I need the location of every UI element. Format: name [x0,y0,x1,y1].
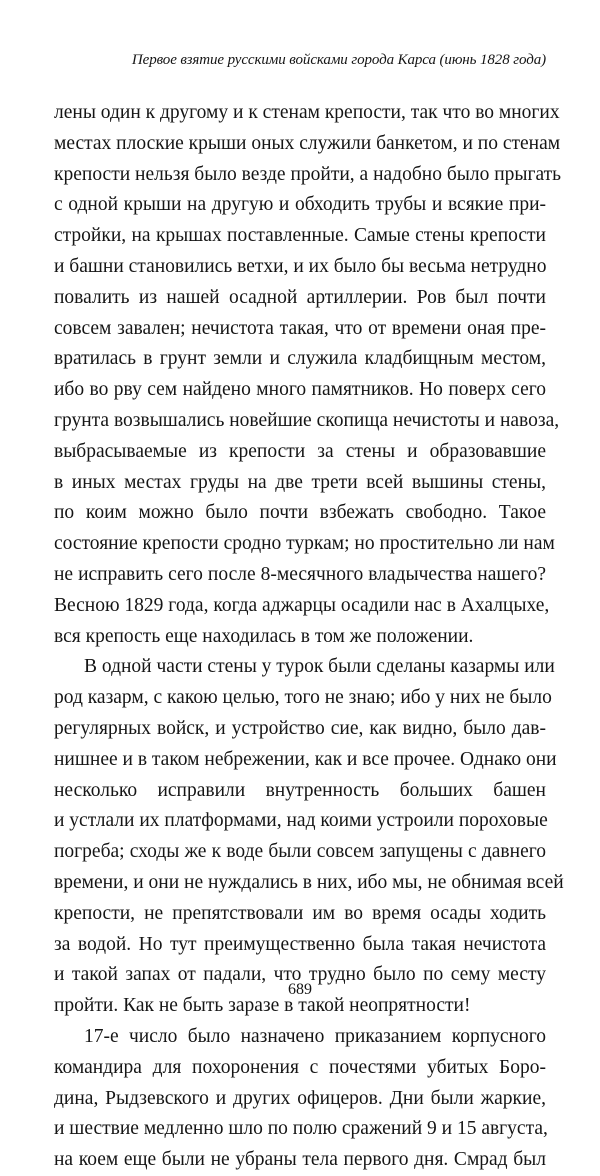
text-line: стройки, на крышах поставленные. Самые стены крепости [54,225,546,247]
page-number: 689 [288,981,312,998]
text-line: и устлали их платформами, над коими устроили пороховые [54,810,548,832]
text-line: Весною 1829 года, когда аджарцы осадили нас в Ахалцыхе, [54,594,550,616]
text-line: совсем завален; нечистота такая, что от времени оная пре- [54,317,546,339]
text-line: на коем еще были не убраны тела первого дня. Смрад был [54,1149,546,1171]
text-line: нишнее и в таком небрежении, как и все прочее. Однако они [54,748,557,770]
text-line: и шествие медленно шло по полю сражений 9 и 15 августа, [54,1118,548,1140]
text-line: с одной крыши на другую и обходить трубы и всякие при- [54,194,546,216]
body-text [54,98,564,1176]
text-line: ибо во рву сем найдено много памятников. Но поверх сего [54,379,546,401]
running-header: Первое взятие русскими войсками города Карса (июнь 1828 года) [131,52,546,68]
paragraph-start-line: В одной части стены у турок были сделаны казармы или [84,656,555,678]
text-line: в иных местах груды на две трети всей вышины стены, [54,471,546,493]
text-line: не исправить сего после 8-месячного владычества нашего? [54,563,546,585]
text-line: крепости нельзя было везде пройти, а надобно было прыгать [54,163,562,185]
text-line: выбрасываемые из крепости за стены и образовавшие [54,440,546,462]
text-line: лены один к другому и к стенам крепости, так что во многих [54,102,560,123]
text-line: и башни становились ветхи, и их было бы весьма нетрудно [54,255,547,277]
text-line: времени, и они не нуждались в них, ибо мы, не обнимая всей [54,871,564,893]
text-line: повалить из нашей осадной артиллерии. Ров был почти [54,286,546,308]
text-line: и такой запах от падали, что трудно было по сему месту [54,964,546,986]
text-line: регулярных войск, и устройство сие, как видно, было дав- [54,717,546,739]
text-line: по коим можно было почти взбежать свободно. Такое [54,502,546,524]
paragraph-start-line: 17-е число было назначено приказанием корпусного [84,1025,546,1047]
text-line: состояние крепости сродно туркам; но простительно ли нам [54,533,555,555]
paragraph-end-line: пройти. Как не быть заразе в такой неопрятности! [54,995,471,1017]
text-line: род казарм, с какою целью, того не знаю; ибо у них не было [54,687,552,709]
text-line: грунта возвышались новейшие скопища нечистоты и навоза, [54,409,560,431]
text-line: командира для похоронения с почестями убитых Боро- [54,1056,546,1078]
text-line: местах плоские крыши оных служили банкетом, и по стенам [54,132,561,154]
paragraph-end-line: вся крепость еще находилась в том же положении. [54,625,474,647]
text-line: погреба; сходы же к воде были совсем запущены с давнего [54,841,546,863]
text-line: за водой. Но тут преимущественно была такая нечистота [54,933,546,955]
text-line: крепости, не препятствовали им во время осады ходить [54,902,546,924]
text-line: несколько исправили внутренность больших башен [54,779,546,801]
text-line: дина, Рыдзевского и других офицеров. Дни были жаркие, [54,1087,546,1109]
text-line: вратилась в грунт земли и служила кладбищным местом, [54,348,546,370]
